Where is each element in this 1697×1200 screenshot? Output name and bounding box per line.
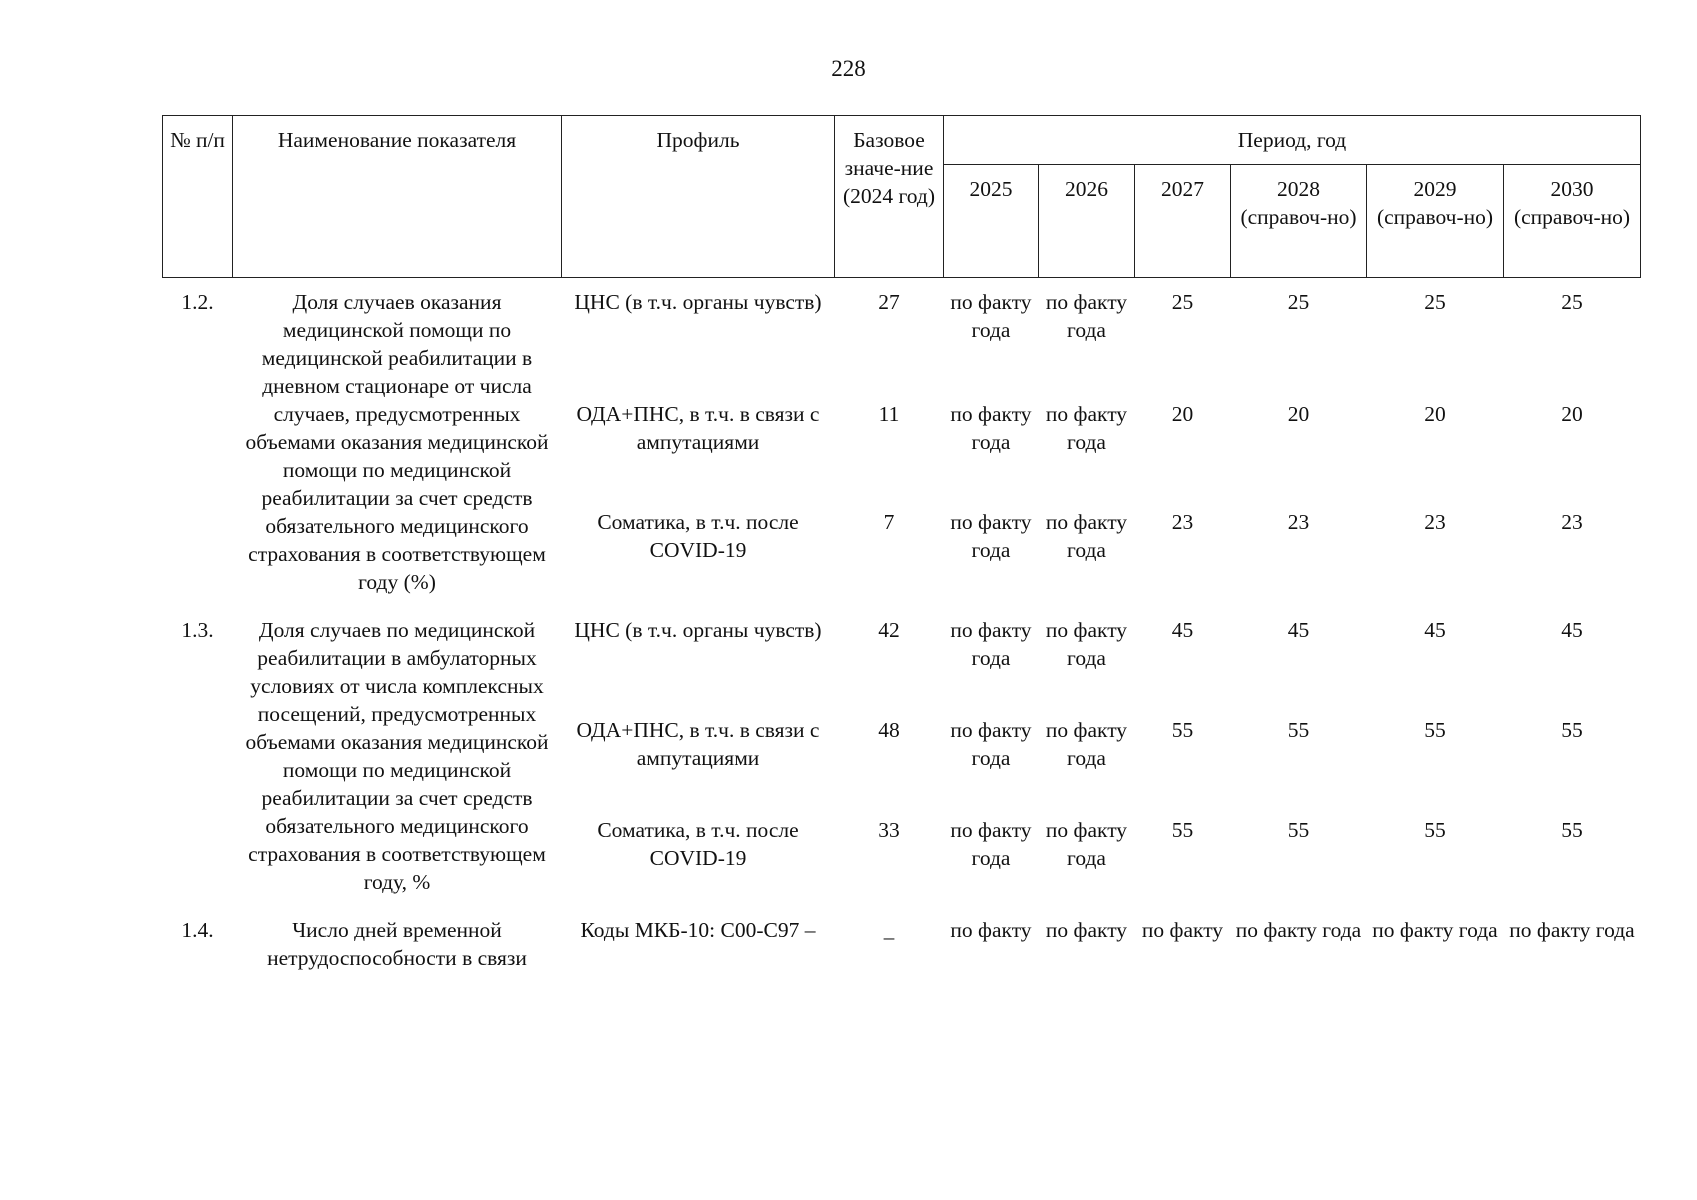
header-year: 2030 (справоч-но)	[1504, 165, 1641, 278]
value-cell: 20	[1424, 402, 1446, 427]
value-cell: по факту года	[950, 290, 1032, 342]
table-row	[163, 916, 1641, 978]
header-base: Базовое значе-ние (2024 год)	[835, 116, 944, 278]
indicator-name: Доля случаев по медицинской реабилитации в амбулаторных условиях от числа комплексных посещений, предусмотренных объемами оказания медицинской помощи по медицинской реабилитации за счет средств обязательного медицинского страхования в соответствующем году, %	[245, 618, 549, 894]
value-cell: 45	[1424, 618, 1446, 642]
header-profile: Профиль	[562, 116, 835, 278]
profile-cell: Коды МКБ-10: С00-С97 –	[580, 918, 816, 942]
value-cell: по факту года	[950, 818, 1032, 870]
page-number: 228	[831, 56, 866, 81]
base-value: _	[883, 918, 895, 942]
header-year: 2027	[1135, 165, 1231, 278]
value-cell: 55	[1424, 718, 1446, 742]
value-cell: по факту года	[950, 510, 1032, 563]
value-cell: 23	[1287, 510, 1310, 535]
value-cell: 20	[1171, 402, 1194, 427]
header-year: 2026	[1039, 165, 1135, 278]
value-cell: по факту года	[1045, 718, 1128, 770]
profile-cell: ЦНС (в т.ч. органы чувств)	[574, 618, 822, 642]
profile-cell: ЦНС (в т.ч. органы чувств)	[574, 290, 822, 314]
row-number: 1.4.	[181, 918, 214, 942]
value-cell: по факту года	[1045, 290, 1128, 342]
profile-cell: ОДА+ПНС, в т.ч. в связи с ампутациями	[576, 402, 820, 455]
value-cell: 55	[1287, 818, 1310, 842]
indicator-name: Число дней временной нетрудоспособности в связи	[267, 918, 527, 970]
value-cell: 23	[1171, 510, 1194, 535]
base-value: 33	[878, 818, 900, 842]
row-number: 1.2.	[181, 290, 214, 314]
value-cell: 45	[1561, 618, 1583, 642]
indicators-table	[162, 115, 1641, 978]
value-cell: 25	[1424, 290, 1446, 314]
header-name: Наименование показателя	[233, 116, 562, 278]
value-cell: по факту года	[1045, 818, 1128, 870]
base-value: 7	[883, 510, 895, 535]
header-period: Период, год	[944, 116, 1641, 165]
value-cell: по факту года	[1045, 510, 1128, 563]
value-cell: 25	[1561, 290, 1583, 314]
table-row	[163, 278, 1641, 401]
value-cell: по факту года	[1372, 918, 1498, 942]
value-cell: по факту	[950, 918, 1032, 942]
value-cell: по факту года	[950, 402, 1032, 455]
profile-cell: Соматика, в т.ч. после COVID-19	[597, 818, 799, 870]
value-cell: 23	[1561, 510, 1583, 535]
base-value: 48	[878, 718, 900, 742]
value-cell: 55	[1561, 718, 1583, 742]
value-cell: 45	[1171, 618, 1194, 642]
indicator-name: Доля случаев оказания медицинской помощи по медицинской реабилитации в дневном стационаре от числа случаев, предусмотренных объемами оказания медицинской помощи по медицинской реабилитации за счет средств обязательного медицинского страхования в соответствующем году (%)	[245, 290, 549, 594]
base-value: 42	[878, 618, 900, 642]
profile-cell: ОДА+ПНС, в т.ч. в связи с ампутациями	[576, 718, 820, 770]
value-cell: по факту года	[1509, 918, 1635, 942]
value-cell: 55	[1424, 818, 1446, 842]
base-value: 11	[878, 402, 900, 427]
value-cell: по факту года	[950, 618, 1032, 670]
value-cell: по факту года	[1235, 918, 1362, 942]
header-year: 2028 (справоч-но)	[1231, 165, 1367, 278]
value-cell: 55	[1171, 718, 1194, 742]
table-row	[163, 616, 1641, 716]
base-value: 27	[878, 290, 900, 314]
header-year: 2029 (справоч-но)	[1367, 165, 1504, 278]
profile-cell: Соматика, в т.ч. после COVID-19	[597, 510, 799, 563]
value-cell: по факту года	[1045, 618, 1128, 670]
value-cell: по факту	[1045, 918, 1128, 942]
value-cell: 23	[1424, 510, 1446, 535]
value-cell: 20	[1561, 402, 1583, 427]
value-cell: 25	[1287, 290, 1310, 314]
value-cell: 55	[1171, 818, 1194, 842]
header-year: 2025	[944, 165, 1039, 278]
value-cell: по факту года	[1045, 402, 1128, 455]
value-cell: 45	[1287, 618, 1310, 642]
value-cell: 25	[1171, 290, 1194, 314]
value-cell: по факту года	[950, 718, 1032, 770]
value-cell: 55	[1287, 718, 1310, 742]
value-cell: по факту	[1141, 918, 1224, 942]
header-num: № п/п	[163, 116, 233, 278]
value-cell: 20	[1287, 402, 1310, 427]
value-cell: 55	[1561, 818, 1583, 842]
row-number: 1.3.	[181, 618, 214, 642]
